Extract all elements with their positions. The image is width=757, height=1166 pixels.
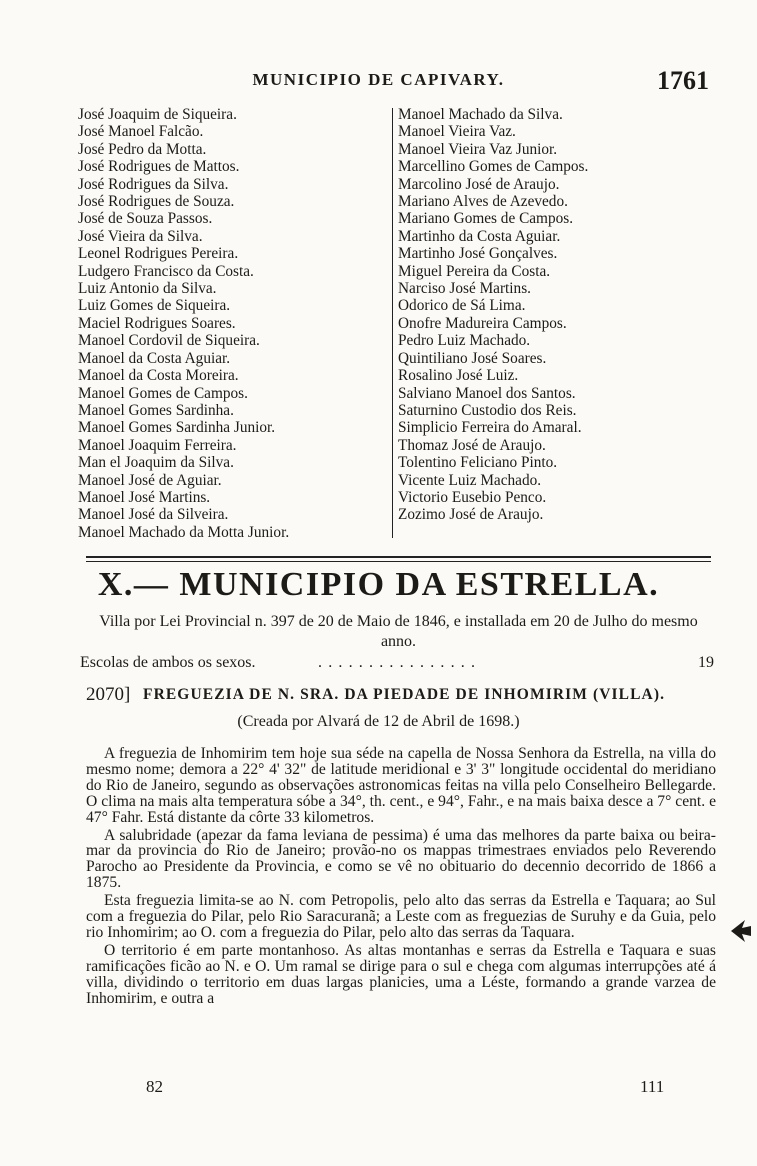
names-column-right — [398, 106, 588, 524]
parish-title: FREGUEZIA DE N. SRA. DA PIEDADE DE INHOMIRIM (VILLA). — [143, 686, 666, 703]
name-entry: Manoel Gomes de Campos. — [78, 384, 248, 402]
name-entry: Tolentino Feliciano Pinto. — [398, 454, 558, 472]
schools-line — [80, 654, 714, 676]
name-entry: Quintiliano José Soares. — [398, 349, 547, 367]
section-heading: X.— MUNICIPIO DA ESTRELLA. — [97, 566, 660, 603]
name-entry: Leonel Rodrigues Pereira. — [78, 245, 239, 263]
name-entry: José Rodrigues de Souza. — [78, 193, 235, 211]
names-list — [0, 106, 757, 546]
parish-heading — [86, 680, 726, 710]
parish-decree: (Creada por Alvará de 12 de Abril de 1698.) — [237, 713, 520, 730]
name-entry: Saturnino Custodio dos Reis. — [398, 401, 577, 419]
names-column-left — [78, 106, 289, 541]
name-entry: Victorio Eusebio Penco. — [398, 488, 547, 506]
name-entry: José Manoel Falcão. — [78, 123, 204, 141]
name-entry: Manoel Gomes Sardinha Junior. — [78, 419, 276, 437]
name-entry: Ludgero Francisco da Costa. — [78, 262, 254, 280]
running-head — [0, 66, 757, 96]
name-entry: Miguel Pereira da Costa. — [398, 262, 551, 280]
name-entry: Marcolino José de Araujo. — [398, 175, 560, 193]
name-entry: Martinho da Costa Aguiar. — [398, 227, 561, 245]
name-entry: Manoel Machado da Silva. — [398, 106, 563, 123]
paragraph: A salubridade (apezar da fama leviana de pessima) é uma das melhores da parte baixa ou beira-mar da provincia do Rio de Janeiro; provão-no os mappas trimestraes enviados pelo Reverendo Parocho ao Presidente da Provincia, e como se vê no obituario do decennio decorrido de 1866 a 1875. — [86, 826, 716, 892]
parish-description — [86, 746, 716, 1007]
name-entry: Marcellino Gomes de Campos. — [398, 158, 589, 176]
name-entry: Manoel José Martins. — [78, 488, 211, 506]
name-entry: Manoel José de Aguiar. — [78, 471, 222, 489]
name-entry: Pedro Luiz Machado. — [398, 332, 531, 350]
schools-label: Escolas de ambos os sexos. — [80, 654, 256, 671]
name-entry: José Vieira da Silva. — [78, 227, 203, 245]
name-entry: Man el Joaquim da Silva. — [78, 454, 234, 472]
name-entry: Odorico de Sá Lima. — [398, 297, 526, 315]
name-entry: Manoel Vieira Vaz. — [398, 123, 516, 141]
name-entry: José de Souza Passos. — [78, 210, 213, 228]
signature-mark-left: 82 — [146, 1077, 163, 1096]
name-entry: Simplicio Ferreira do Amaral. — [398, 419, 582, 437]
section-rule-thin — [86, 561, 711, 562]
name-entry: José Rodrigues da Silva. — [78, 175, 229, 193]
section-rule-thick — [86, 556, 711, 558]
name-entry: Manoel José da Silveira. — [78, 506, 229, 524]
page-number: 1761 — [657, 66, 709, 95]
name-entry: Manoel Joaquim Ferreira. — [78, 436, 237, 454]
name-entry: Manoel Machado da Motta Junior. — [78, 523, 290, 541]
signature-mark-right: 111 — [640, 1077, 665, 1096]
name-entry: Rosalino José Luiz. — [398, 367, 519, 385]
name-entry: Maciel Rodrigues Soares. — [78, 314, 236, 332]
dot-leader: ................ — [318, 654, 482, 671]
name-entry: Thomaz José de Araujo. — [398, 436, 546, 454]
name-entry: José Rodrigues de Mattos. — [78, 158, 240, 176]
name-entry: Salviano Manoel dos Santos. — [398, 384, 576, 402]
page-footer — [0, 1077, 757, 1099]
name-entry: Manoel Gomes Sardinha. — [78, 401, 234, 419]
margin-pointer-icon — [727, 914, 753, 948]
name-entry: Martinho José Gonçalves. — [398, 245, 558, 263]
running-title: MUNICIPIO DE CAPIVARY. — [252, 70, 505, 89]
name-entry: Narciso José Martins. — [398, 280, 531, 298]
name-entry: Manoel da Costa Moreira. — [78, 367, 239, 385]
name-entry: Manoel da Costa Aguiar. — [78, 349, 231, 367]
name-entry: Luiz Antonio da Silva. — [78, 280, 217, 298]
name-entry: Vicente Luiz Machado. — [398, 471, 542, 489]
paragraph: A freguezia de Inhomirim tem hoje sua séde na capella de Nossa Senhora da Estrella, na villa do mesmo nome; demora a 22° 4' 32" de latitude meridional e 3' 3" longitude occidental do meridiano do Rio de Janeiro, segundo as observações astronomicas feitas na villa pelo Conselheiro Bellegarde. O clima na mais alta temperatura sóbe a 34°, th. cent., e 94°, Fahr., e na mais baixa desce a 7° cent. e 47° Fahr. Está distante da côrte 33 kilometros. — [86, 745, 716, 826]
paragraph: Esta freguezia limita-se ao N. com Petropolis, pelo alto das serras da Estrella e Taquara; ao Sul com a freguezia do Pilar, pelo Rio Saracuranã; a Leste com as freguezias de Suruhy e da Guia, pelo rio Inhomirim; ao O. com a freguezia do Pilar, pelo alto das serras da Taquara. — [86, 892, 716, 941]
name-entry: Mariano Alves de Azevedo. — [398, 193, 568, 211]
name-entry: José Joaquim de Siqueira. — [78, 106, 237, 123]
name-entry: Manoel Cordovil de Siqueira. — [78, 332, 260, 350]
paragraph: O territorio é em parte montanhoso. As altas montanhas e serras da Estrella e Taquara e suas ramificações ficão ao N. e O. Um ramal se dirige para o sul e chega com algumas interrupções até á villa, dividindo o territorio em duas largas planicies, uma a Léste, formando a grande varzea de Inhomirim, e outra a — [86, 941, 716, 1007]
schools-count: 19 — [698, 654, 714, 671]
name-entry: Luiz Gomes de Siqueira. — [78, 297, 231, 315]
name-entry: Onofre Madureira Campos. — [398, 314, 567, 332]
villa-info: Villa por Lei Provincial n. 397 de 20 de Maio de 1846, e installada em 20 de Julho do mesmo anno. — [99, 613, 698, 650]
name-entry: José Pedro da Motta. — [78, 140, 207, 158]
parish-number: 2070] — [86, 684, 131, 705]
name-entry: Mariano Gomes de Campos. — [398, 210, 574, 228]
name-entry: Zozimo José de Araujo. — [398, 506, 544, 524]
column-divider — [392, 108, 393, 538]
name-entry: Manoel Vieira Vaz Junior. — [398, 140, 558, 158]
